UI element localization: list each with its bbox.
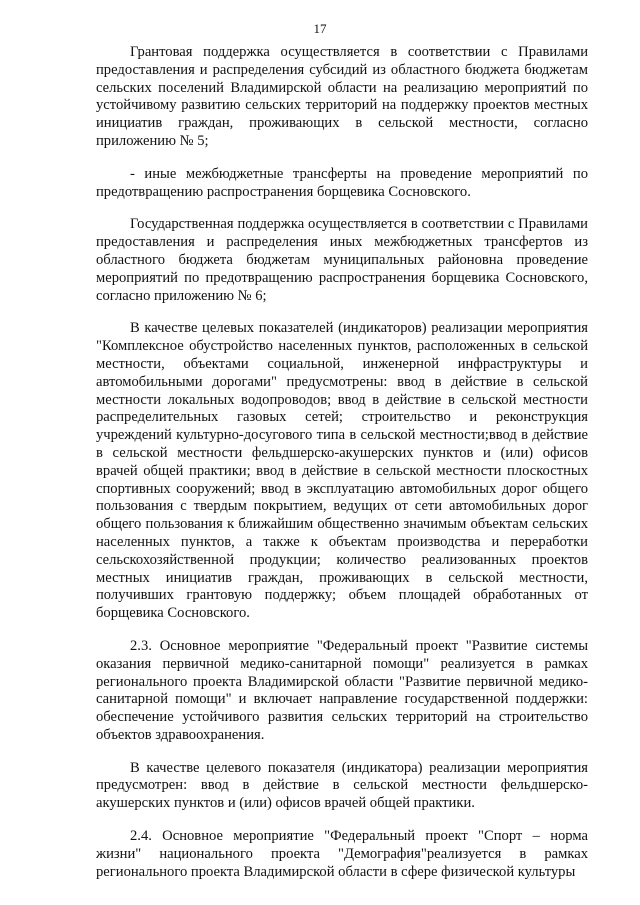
paragraph-section-2-3: 2.3. Основное мероприятие "Федеральный проект "Развитие системы оказания первичной медико-санитарной помощи" реализуется в рамках регионального проекта Владимирской области "Развитие первичной медико-санитарной помощи" и включает направление государственной поддержки: обеспечение устойчивого развития сельских территорий на строительство объектов здравоохранения. — [96, 637, 588, 743]
paragraph-target-indicator: В качестве целевого показателя (индикатора) реализации мероприятия предусмотрен: ввод в действие в сельской местности фельдшерско-акушерских пунктов и (или) офисов врачей общей практики. — [96, 759, 588, 812]
paragraph-grant-support: Грантовая поддержка осуществляется в соответствии с Правилами предоставления и распределения субсидий из областного бюджета бюджетам сельских поселений Владимирской области на реализацию мероприятий по устойчивому развитию сельских территорий на поддержку проектов местных инициатив граждан, проживающих в сельской местности, согласно приложению № 5; — [96, 44, 588, 149]
paragraph-state-support: Государственная поддержка осуществляется в соответствии с Правилами предоставления и распределения иных межбюджетных трансфертов из областного бюджета бюджетам муниципальных районовна проведение мероприятий по предотвращению распространения борщевика Сосновского, согласно приложению № 6; — [96, 216, 588, 304]
paragraph-section-2-4: 2.4. Основное мероприятие "Федеральный проект "Спорт – норма жизни" национального проекта "Демография"реализуется в рамках регионального проекта Владимирской области в сфере физической культуры — [96, 828, 588, 880]
paragraph-target-indicators: В качестве целевых показателей (индикаторов) реализации мероприятия "Комплексное обустройство населенных пунктов, расположенных в сельской местности, объектами социальной, инженерной инфраструктуры и автомобильными дорогами" предусмотрены: ввод в действие в сельской местности локальных водопроводов; ввод в действие в сельской местности распределительных газовых сетей; строительство и реконструкция учреждений культурно-досугового типа в сельской местности;ввод в действие в сельской местности фельдшерско-акушерских пунктов и (или) офисов врачей общей практики; ввод в действие в сельской местности плоскостных спортивных сооружений; ввод в эксплуатацию автомобильных дорог общего пользования с твердым покрытием, ведущих от сети автомобильных дорог общего пользования к ближайшим общественно значимым объектам сельских населенных пунктов, а также к объектам производства и переработки сельскохозяйственной продукции; количество реализованных проектов местных инициатив граждан, проживающих в сельской местности, получивших грантовую поддержку; объем площадей обработанных от борщевика Сосновского. — [96, 320, 588, 622]
page-number: 17 — [313, 21, 327, 36]
paragraph-transfers-hogweed: - иные межбюджетные трансферты на проведение мероприятий по предотвращению распространения борщевика Сосновского. — [96, 165, 588, 200]
document-body — [96, 44, 588, 881]
